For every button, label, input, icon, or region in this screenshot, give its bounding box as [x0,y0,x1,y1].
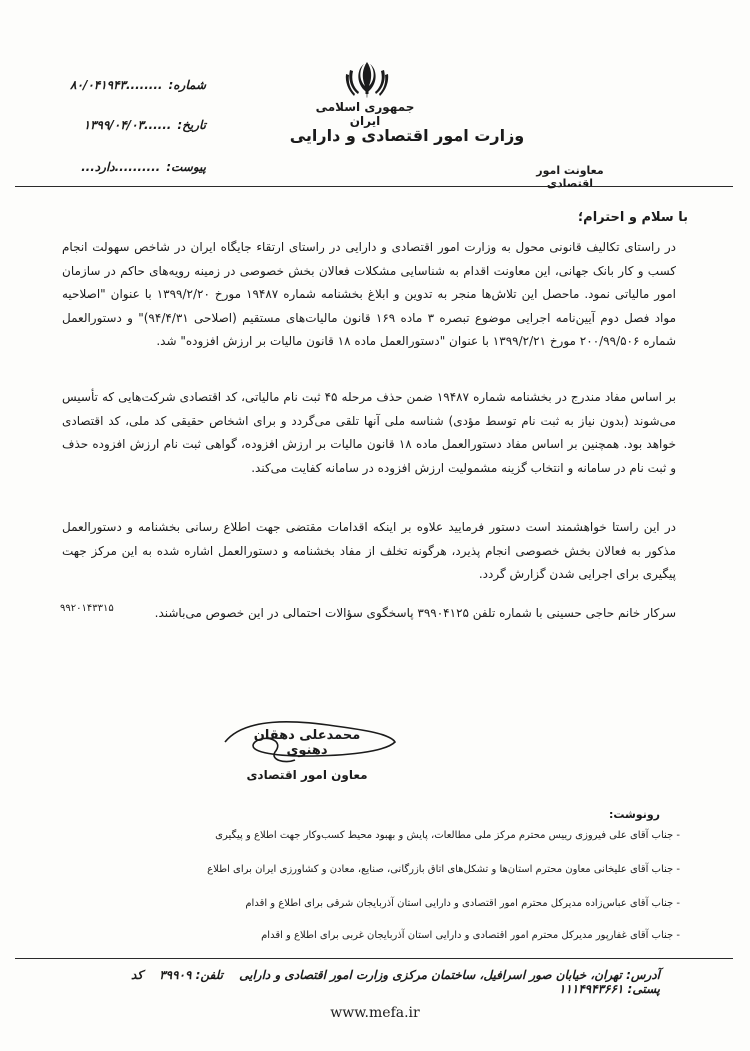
signature-block [232,728,382,782]
website-link[interactable]: www.mefa.ir [330,1005,420,1021]
cc-heading: رونوشت: [608,808,660,821]
number-value: ........۸۰/۰۴۱۹۴۳ [70,78,163,92]
letter-date [46,118,206,132]
letter-number [46,78,206,92]
date-value: ......۱۳۹۹/۰۴/۰۳ [83,118,172,132]
ministry-title: وزارت امور اقتصادی و دارایی [289,126,525,145]
paragraph-3 [62,516,676,587]
paragraph-2-text: بر اساس مفاد مندرج در بخشنامه شماره ۱۹۴۸۷ ضمن حذف مرحله ۴۵ ثبت نام مالیاتی، کد اقتصادی شرکت‌هایی که تأسیس می‌شوند (بدون نیاز به ثبت نام توسط مؤدی) شناسه ملی آنها تلقی می‌گردد و برای اشخاص حقیقی کد ملی، کد اقتصادی خواهد بود. همچنین بر اساس مفاد دستورالعمل ماده ۱۸ قانون مالیات بر ارزش افزوده، گواهی ثبت نام ارزش افزوده حذف و ثبت نام در سامانه و انتخاب گزینه مشمولیت ارزش افزوده در سامانه کفایت می‌کند. [62,390,676,475]
republic-title: جمهوری اسلامی ایران [315,100,415,128]
iran-emblem-icon [344,60,390,100]
paragraph-2 [62,386,676,480]
signatory-name: محمدعلی دهقان دهنوی [253,728,361,758]
paragraph-4 [116,602,676,626]
address-text: آدرس: تهران، خیابان صور اسرافیل، ساختمان مرکزی وزارت امور اقتصادی و دارایی [239,968,660,982]
reference-code: ۹۹۲۰۱۴۳۳۱۵ [60,603,114,614]
salutation: با سلام و احترام؛ [577,210,688,225]
deputy-heading: معاونت امور اقتصادی [536,164,604,190]
footer-address [100,968,660,996]
letter-attachment [46,160,206,174]
paragraph-1-text: در راستای تکالیف قانونی محول به وزارت امور اقتصادی و دارایی در راستای ارتقاء جایگاه ایران در شاخص سهولت انجام کسب و کار بانک جهانی، این معاونت اقدام به شناسایی مشکلات فعالان بخش خصوصی در زمینه رویه‌های حاکم در سازمان امور مالیاتی نمود. ماحصل این تلاش‌ها منجر به تدوین و ابلاغ بخشنامه شماره ۱۹۴۸۷ مورخ ۱۳۹۹/۲/۲۰ با عنوان "اصلاحیه مواد فصل دوم آیین‌نامه اجرایی موضوع تبصره ۳ ماده ۱۶۹ قانون مالیات‌های مستقیم (اصلاحی ۹۴/۴/۳۱)" و دستورالعمل شماره ۲۰۰/۹۹/۵۰۶ مورخ ۱۳۹۹/۲/۲۱ با عنوان "دستورالعمل ماده ۱۸ قانون مالیات بر ارزش افزوده" شد. [62,240,677,348]
phone-text: تلفن: ۳۹۹۰۹ [159,968,223,982]
header-divider [15,186,733,187]
postal-code-text: کد پستی: ۱۱۱۴۹۴۳۶۶۱ [131,968,660,996]
signatory-title: معاون امور اقتصادی [246,768,368,782]
attachment-label: پیوست: [166,160,206,174]
date-label: تاریخ: [177,118,206,132]
paragraph-4-text: سرکار خانم حاجی حسینی با شماره تلفن ۳۹۹۰۴۱۲۵ پاسخگوی سؤالات احتمالی در این خصوص می‌باشند. [154,606,676,620]
paragraph-3-text: در این راستا خواهشمند است دستور فرمایید علاوه بر اینکه اقدامات مقتضی جهت اطلاع رسانی بخشنامه و دستورالعمل مذکور به فعالان بخش خصوصی انجام پذیرد، هرگونه تخلف از مفاد بخشنامه و دستورالعمل اشاره شده به این مرکز جهت پیگیری برای اجرایی شدن گزارش گردد. [62,520,676,581]
cc-item: - جناب آقای غفارپور مدیرکل محترم امور اقتصادی و دارایی استان آذربایجان غربی برای اطلاع و اقدام [261,930,680,941]
cc-item: - جناب آقای علی فیروزی رییس محترم مرکز ملی مطالعات، پایش و بهبود محیط کسب‌وکار جهت اطلاع و پیگیری [215,830,680,841]
cc-item: - جناب آقای عباس‌زاده مدیرکل محترم امور اقتصادی و دارایی استان آذربایجان شرقی برای اطلاع و اقدام [245,898,680,909]
paragraph-1 [62,236,676,354]
footer-divider [15,958,733,959]
cc-item: - جناب آقای علیخانی معاون محترم استان‌ها و تشکل‌های اتاق بازرگانی، صنایع، معادن و کشاورزی ایران برای اطلاع [207,864,680,875]
number-label: شماره: [168,78,206,92]
attachment-value: ..........دارد... [81,160,161,174]
